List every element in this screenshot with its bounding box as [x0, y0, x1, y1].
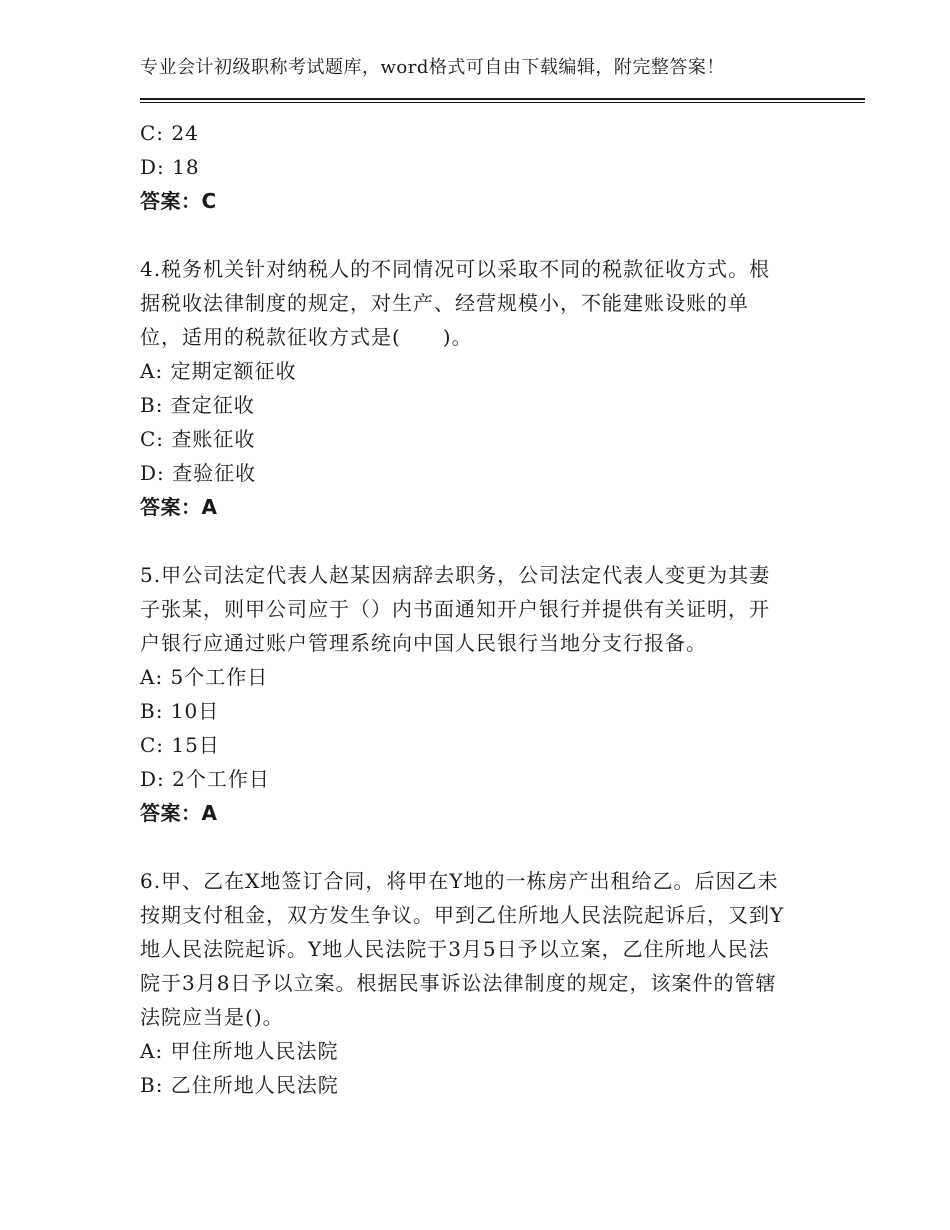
option-d: [140, 456, 820, 490]
answer-line: 答案：C: [140, 189, 217, 213]
option-b: [140, 694, 820, 728]
question-5-line-1: 5.甲公司法定代表人赵某因病辞去职务，公司法定代表人变更为其妻: [140, 563, 771, 587]
question-content: [140, 116, 820, 1102]
option-letter: D:: [140, 461, 165, 485]
option-letter: D:: [140, 155, 165, 179]
option-c: [140, 116, 820, 150]
option-text: 查账征收: [171, 427, 256, 451]
question-4-line-1: 4.税务机关针对纳税人的不同情况可以采取不同的税款征收方式。根: [140, 257, 771, 281]
option-c: [140, 728, 820, 762]
option-d: [140, 762, 820, 796]
option-letter: A:: [140, 665, 164, 689]
question-6-line-5: 法院应当是()。: [140, 1005, 284, 1029]
option-letter: A:: [140, 1039, 164, 1063]
question-6-line-3: 地人民法院起诉。Y地人民法院于3月5日予以立案，乙住所地人民法: [140, 937, 770, 961]
option-b: [140, 1068, 820, 1102]
option-letter: B:: [140, 1073, 164, 1097]
option-letter: D:: [140, 767, 165, 791]
question-6-line-4: 院于3月8日予以立案。根据民事诉讼法律制度的规定，该案件的管辖: [140, 971, 777, 995]
option-letter: C:: [140, 427, 165, 451]
question-6-line-2: 按期支付租金，双方发生争议。甲到乙住所地人民法院起诉后，又到Y: [140, 903, 785, 927]
option-text: 查定征收: [170, 393, 255, 417]
option-letter: C:: [140, 121, 165, 145]
spacer: [140, 524, 820, 558]
question-4-line-2: 据税收法律制度的规定，对生产、经营规模小，不能建账设账的单: [140, 291, 749, 315]
page-header: 专业会计初级职称考试题库，word格式可自由下载编辑，附完整答案！: [140, 57, 725, 78]
spacer: [140, 218, 820, 252]
header-divider-thick: [140, 98, 865, 100]
option-text: 查验征收: [172, 461, 257, 485]
option-text: 甲住所地人民法院: [170, 1039, 339, 1063]
option-letter: B:: [140, 699, 164, 723]
option-a: [140, 660, 820, 694]
option-text: 24: [171, 121, 199, 145]
question-4-line-3: 位，适用的税款征收方式是( )。: [140, 325, 473, 349]
question-6-line-1: 6.甲、乙在X地签订合同，将甲在Y地的一栋房产出租给乙。后因乙未: [140, 869, 779, 893]
option-a: [140, 354, 820, 388]
option-letter: A:: [140, 359, 164, 383]
option-c: [140, 422, 820, 456]
answer-line: 答案：A: [140, 495, 218, 519]
option-a: [140, 1034, 820, 1068]
spacer: [140, 830, 820, 864]
option-text: 定期定额征收: [170, 359, 297, 383]
option-text: 5个工作日: [170, 665, 269, 689]
option-b: [140, 388, 820, 422]
option-text: 2个工作日: [172, 767, 270, 791]
option-text: 10日: [170, 699, 220, 723]
option-text: 18: [172, 155, 200, 179]
option-text: 乙住所地人民法院: [170, 1073, 339, 1097]
question-5-line-3: 户银行应通过账户管理系统向中国人民银行当地分支行报备。: [140, 631, 707, 655]
question-5-line-2: 子张某，则甲公司应于（）内书面通知开户银行并提供有关证明，开: [140, 597, 770, 621]
option-text: 15日: [171, 733, 220, 757]
header-divider-thin: [140, 102, 865, 103]
option-letter: C:: [140, 733, 165, 757]
option-d: [140, 150, 820, 184]
option-letter: B:: [140, 393, 164, 417]
answer-line: 答案：A: [140, 801, 218, 825]
